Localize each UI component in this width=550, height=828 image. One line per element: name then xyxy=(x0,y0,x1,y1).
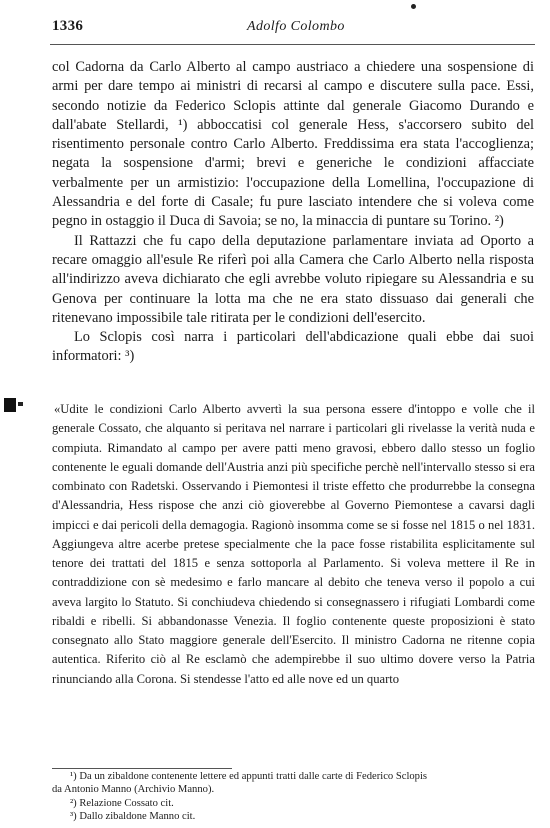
footnote-1-continued: da Antonio Manno (Archivio Manno). xyxy=(52,784,215,796)
running-head: Adolfo Colombo xyxy=(247,19,345,34)
margin-mark xyxy=(4,398,16,412)
footnote-3: ³) Dallo zibaldone Manno cit. xyxy=(70,810,196,822)
paragraph-3: Lo Sclopis così narra i particolari dell'abdicazione quali ebbe dai suoi informatori: ³) xyxy=(52,329,534,365)
page-number: 1336 xyxy=(52,18,84,34)
body-text xyxy=(52,58,534,367)
ink-dot xyxy=(411,4,416,9)
header-rule xyxy=(50,44,535,45)
footnotes xyxy=(52,770,534,823)
margin-mark-small xyxy=(18,402,23,406)
paragraph-2: Il Rattazzi che fu capo della deputazione parlamentare inviata ad Oporto a recare omaggio all'esule Re riferì poi alla Camera che Carlo Alberto nella risposta all'indirizzo aveva dichiarato che egli avrebbe voluto ripiegare su Alessandria e su Genova per continuare la lotta ma che ne era stato dissuaso dai generali che ritenevano impossibile tale ritirata per le condizioni dell'esercito. xyxy=(52,232,534,326)
quote-text: «Udite le condizioni Carlo Alberto avvertì la sua persona essere d'intoppo e volle che il generale Cossato, che alquanto si peritava nel narrare i particolari gli rivelasse la verità nuda e compiuta. Rimandato al campo per avere patti meno gravosi, ebbero dallo stesso un foglio contenente le eguali domande dell'Austria anzi più specifiche perchè nell'intervallo stesso si era combinato con Radetski. Osservando i Piemontesi il triste effetto che produrrebbe la consegna d'Alessandria, Hess rispose che anzi ciò gioverebbe al Governo Piemontese a cavarsi dagli impicci e dai pericoli della demagogia. Ragionò insomma come se si fosse nel 1815 o nel 1831. Aggiungeva altre acerbe pretese specialmente che la pace fosse ristabilita esplicitamente sul tenore dei trattati del 1815 e senza sottoporla al Parlamento. Si voleva mettere il Re in contraddizione con sè medesimo e farlo mancare al debito che teneva verso il popolo a cui aveva largito lo Statuto. Si conchiudeva chiedendo si consegnassero i rifugiati Lombardi come ribaldi e ribelli. Si abbandonasse Venezia. Il foglio contenente queste proposizioni è stato consegnato allo Stato maggiore generale dell'Esercito. Il ministro Cadorna ne ritenne copia autentica. Riferito ciò al Re esclamò che adempirebbe il suo ultimo dovere verso la Patria rinunciando alla Corona. Si stendesse l'atto ed alle nove ed un quarto xyxy=(52,402,535,686)
paragraph-1: col Cadorna da Carlo Alberto al campo austriaco a chiedere una sospensione di armi per dare tempo ai ministri di recarsi al campo e discutere sulla pace. Essi, secondo notizie da Federico Sclopis attinte dal generale Giacomo Durando e dall'abate Stellardi, ¹) abboccatisi col generale Hess, s'accorsero subito del risentimento personale contro Carlo Alberto. Freddissima era stata l'accoglienza; negata la sospensione d'armi; brevi e generiche le condizioni affacciate verbalmente per un armistizio: l'occupazione della Lomellina, l'occupazione di Alessandria e del forte di Casale; fu pure lasciato intendere che si voleva come pegno in ostaggio il Duca di Savoia; se no, la minaccia di puntare su Torino. ²) xyxy=(52,59,534,230)
footnote-1: ¹) Da un zibaldone contenente lettere ed appunti tratti dalle carte di Federico Sclopis xyxy=(70,771,428,782)
footnote-2: ²) Relazione Cossato cit. xyxy=(70,797,174,809)
footnote-rule xyxy=(52,768,232,769)
quoted-passage xyxy=(52,400,535,689)
page-header xyxy=(52,18,534,40)
